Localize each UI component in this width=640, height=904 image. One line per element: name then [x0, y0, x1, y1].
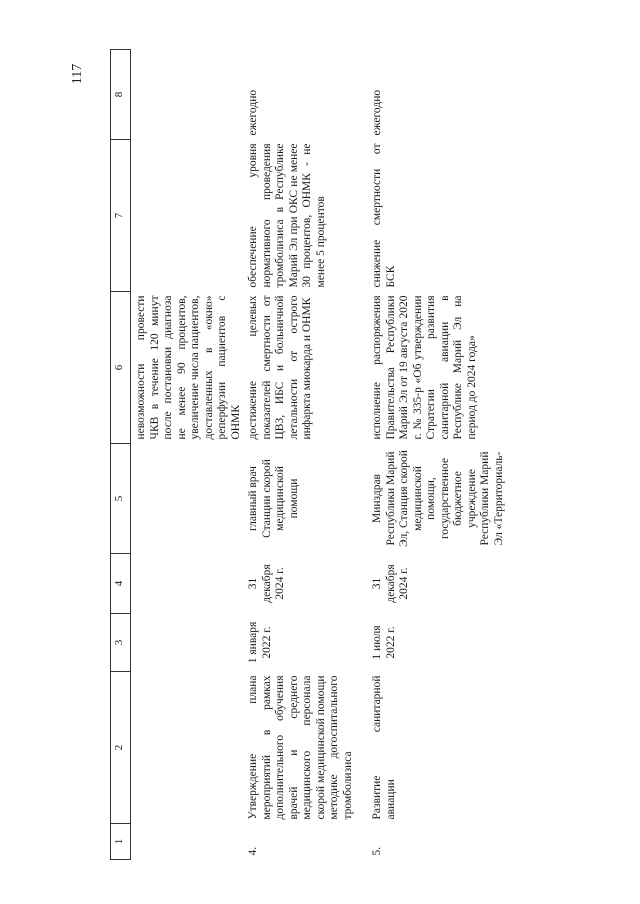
- row-number: 4.: [247, 846, 259, 856]
- frequency-cell: ежегодно: [371, 89, 383, 136]
- indicator-cell: снижение смертности от БСК: [371, 143, 397, 288]
- responsible-cell: Минздрав Республики Марий Эл, Станция скорой медицинской помощи, государственное бюджетное учреждение Республики Марий Эл «Территориаль-: [371, 450, 505, 547]
- start-date-cell: 1 июля 2022 г.: [371, 625, 397, 660]
- header-col-8: 8: [111, 50, 131, 140]
- responsible-cell: главный врач Станции скорой медицинской помощи: [247, 459, 300, 538]
- table-row: [369, 50, 508, 860]
- page-number: 117: [70, 63, 85, 85]
- continuation-result: невозможности провести ЧКВ в течение 120 минут после постановки диагноза не менее 90 процентов, увеличение числа пациентов, доставленных в «окно» реперфузии пациентов с ОНМК: [135, 295, 242, 440]
- header-col-3: 3: [111, 614, 131, 672]
- start-date-cell: 1 января 2022 г.: [247, 621, 273, 664]
- activity-cell: Развитие санитарной авиации: [371, 675, 397, 820]
- frequency-cell: ежегодно: [247, 89, 259, 136]
- table-row: [245, 50, 357, 860]
- column-number-header: [111, 50, 131, 860]
- result-cell: достижение целевых показателей смертности от ЦВЗ, ИБС и больничной летальности от острого инфаркта миокарда и ОНМК: [247, 295, 313, 440]
- result-cell: исполнение распоряжения Правительства Республики Марий Эл от 19 августа 2020 г. № 335-р «Об утверждении Стратегии развития санитарной авиации в Республике Марий Эл на период до 2024 года»: [371, 295, 478, 440]
- end-date-cell: 31 декабря 2024 г.: [371, 564, 410, 603]
- continuation-row: [131, 50, 246, 860]
- header-col-1: 1: [111, 824, 131, 860]
- header-col-5: 5: [111, 444, 131, 554]
- row-number: 5.: [371, 846, 383, 856]
- header-col-7: 7: [111, 140, 131, 292]
- activity-cell: Утверждение плана мероприятий в рамках дополнительного обучения врачей и среднего медицинского персонала скорой медицинской помощи методике догоспитального тромболизиса: [247, 675, 354, 820]
- rotated-table-region: [110, 50, 590, 860]
- header-col-2: 2: [111, 672, 131, 824]
- header-col-4: 4: [111, 554, 131, 614]
- measures-table: [110, 49, 508, 860]
- indicator-cell: обеспечение уровня нормативного проведения тромболизиса в Республике Марий Эл при ОКС не менее 30 процентов, ОНМК - не менее 5 процентов: [247, 143, 327, 288]
- end-date-cell: 31 декабря 2024 г.: [247, 564, 286, 603]
- header-col-6: 6: [111, 292, 131, 444]
